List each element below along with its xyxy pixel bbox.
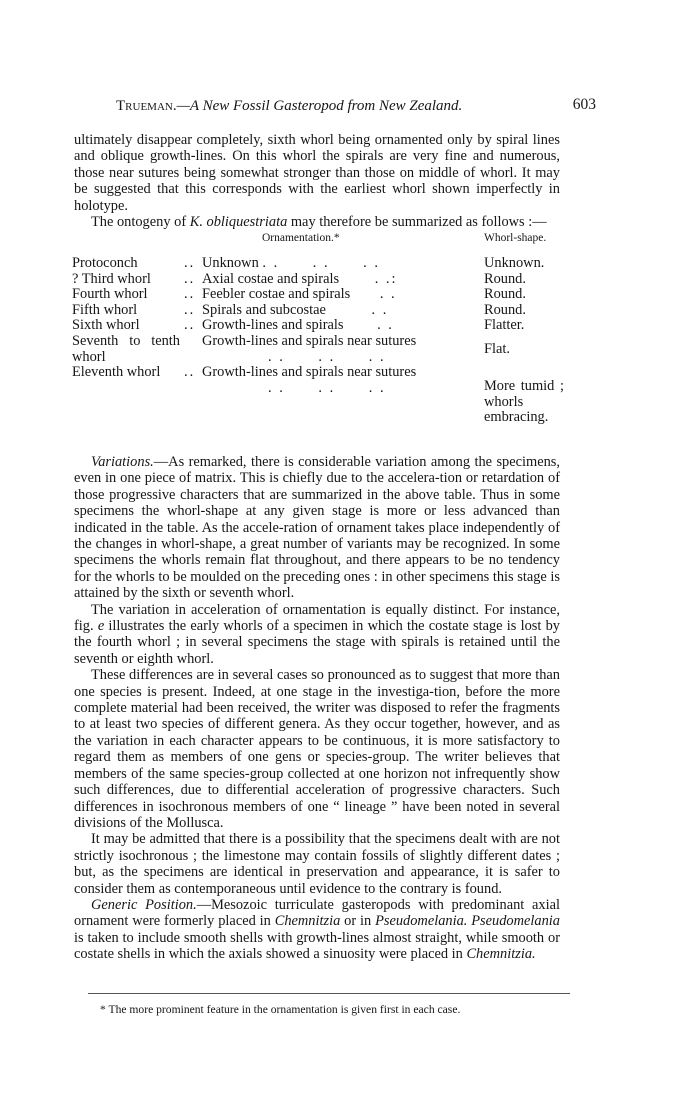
leader-dots: ..	[184, 270, 196, 287]
leader-dots: ..	[184, 301, 196, 318]
header-ornamentation: Ornamentation.*	[262, 232, 340, 245]
genus-name: Pseudomelania	[471, 913, 560, 930]
paragraph-differences: These differences are in several cases so pronounced as to suggest that more than one species is present. Indeed, at one stage in the investiga-tion, before the more complete material had been received, the writer was disposed to refer the fragments to at least two species of different genera. As they occur together, however, and as the variation in each character appears to be continuous, it is more satisfactory to regard them as members of one gens or species-group. The writer believes that members of the same species-group collected at one horizon not infrequently show such differences, due to differential acceleration of progressive characters. Such differences in isochronous members of one “ lineage ” have been noted in several divisions of the Mollusca.	[74, 667, 560, 831]
table-row	[72, 334, 564, 365]
footnote: * The more prominent feature in the ornamentation is given first in each case.	[100, 1003, 461, 1016]
ornamentation-cell: Growth-lines and spirals near sutures . . . . . .	[202, 333, 417, 365]
header-title: —A New Fossil Gasteropod from New Zealand.	[176, 98, 463, 114]
genus-name: Chemnitzia.	[466, 946, 536, 963]
leader-dots: ..	[184, 286, 196, 303]
whorl-shape-cell: Flatter.	[484, 317, 525, 334]
stage-cell: Seventh to tenth whorl	[72, 333, 180, 365]
ontogeny-text-b: may therefore be summarized as follows :—	[287, 214, 547, 231]
paragraph-generic-position: Generic Position.—Mesozoic turriculate gasteropods with predominant axial ornament were formerly placed in Chemnitzia or in Pseudomelania. Pseudomelania is taken to include smooth shells with growth-lines almost straight, while smooth or costate shells in which the axials showed a sinuosity were placed in Chemnitzia.	[74, 896, 561, 963]
ornamentation-cell: Spirals and subcostae . .	[202, 301, 389, 318]
ornamentation-cell: Growth-lines and spirals near sutures . . . . . .	[202, 364, 417, 396]
table-row	[72, 365, 564, 426]
whorl-shape-cell: More tumid ; whorls embracing.	[484, 378, 564, 426]
stage-cell: Protoconch	[72, 255, 138, 272]
species-name: K. obliquestriata	[189, 214, 288, 231]
header-author: Trueman.	[116, 98, 177, 114]
stage-cell: Sixth whorl	[72, 317, 140, 334]
table-row	[72, 272, 564, 288]
ornamentation-cell: Feebler costae and spirals . .	[202, 286, 397, 303]
table-header-row	[72, 231, 564, 256]
section-heading-generic-position: Generic Position.	[91, 896, 197, 913]
whorl-shape-cell: Flat.	[484, 340, 510, 357]
table-row	[72, 287, 564, 303]
table-row	[72, 256, 564, 272]
stage-cell: ? Third whorl	[72, 270, 151, 287]
genus-name: Chemnitzia	[274, 913, 341, 930]
table-row	[72, 303, 564, 319]
whorl-shape-cell: Round.	[484, 270, 526, 287]
paragraph-isochronous: It may be admitted that there is a possibility that the specimens dealt with are not strictly isochronous ; the limestone may contain fossils of slightly different dates ; but, as the specimens are identical in preservation and appearance, it is safer to consider them as contemporaneous until evidence to the contrary is found.	[74, 831, 560, 897]
stage-cell: Fifth whorl	[72, 301, 138, 318]
figure-reference: e	[97, 618, 105, 635]
stage-cell: Fourth whorl	[72, 286, 148, 303]
variations-text: —As remarked, there is considerable variation among the specimens, even in one piece of matrix. This is chiefly due to the accelera-tion or retardation of those progressive characters that are summarized in the above table. Thus in some specimens the whorl-shape at any given stage is more or less advanced than indicated in the table. As the accele-ration of ornament takes place independently of the changes in whorl-shape, a great number of variants may be recognized. In some specimens the whorls remain flat throughout, and there appears to be no tendency for the whorls to be moulded on the preceding ones : in other specimens this stage is attained by the sixth or seventh whorl.	[74, 453, 560, 602]
running-header	[116, 98, 596, 115]
whorl-shape-cell: Unknown.	[484, 255, 545, 272]
whorl-shape-cell: Round.	[484, 286, 526, 303]
leader-dots: ..	[184, 255, 196, 272]
acceleration-text-a: The variation in acceleration of ornamentation is equally distinct. For instance, fig.	[74, 601, 560, 635]
section-heading-variations: Variations.	[91, 453, 154, 470]
body-text	[72, 132, 564, 963]
leader-dots	[184, 334, 202, 365]
genus-name: Pseudomelania.	[375, 913, 468, 930]
header-whorl-shape: Whorl-shape.	[484, 232, 547, 245]
stage-cell: Eleventh whorl	[72, 364, 161, 381]
footnote-rule	[88, 993, 570, 994]
ontogeny-table	[72, 231, 564, 426]
paragraph-variations	[74, 454, 560, 602]
ornamentation-cell: Axial costae and spirals . .:	[202, 270, 398, 287]
ornamentation-cell: Unknown . . . . . .	[202, 255, 380, 272]
page-number: 603	[572, 96, 596, 113]
leader-dots: ..	[184, 317, 196, 334]
acceleration-text-b: illustrates the early whorls of a specimen in which the costate stage is lost by the fourth whorl ; in several specimens the stage with spirals is retained until the seventh or eighth whorl.	[74, 618, 560, 667]
whorl-shape-cell: Round.	[484, 301, 526, 318]
paragraph-continued: ultimately disappear completely, sixth whorl being ornamented only by spiral lines and oblique growth-lines. On this whorl the spirals are very fine and numerous, those near sutures being somewhat stronger than those on middle of whorl. It may be suggested that this corresponds with the earliest whorl shown imperfectly in holotype.	[74, 132, 560, 214]
table-row	[72, 318, 564, 334]
ontogeny-text-a: The ontogeny of	[91, 214, 190, 231]
ornamentation-cell: Growth-lines and spirals . .	[202, 317, 394, 334]
paragraph-ontogeny	[74, 214, 560, 230]
leader-dots: ..	[184, 364, 196, 381]
paragraph-acceleration	[74, 602, 560, 668]
